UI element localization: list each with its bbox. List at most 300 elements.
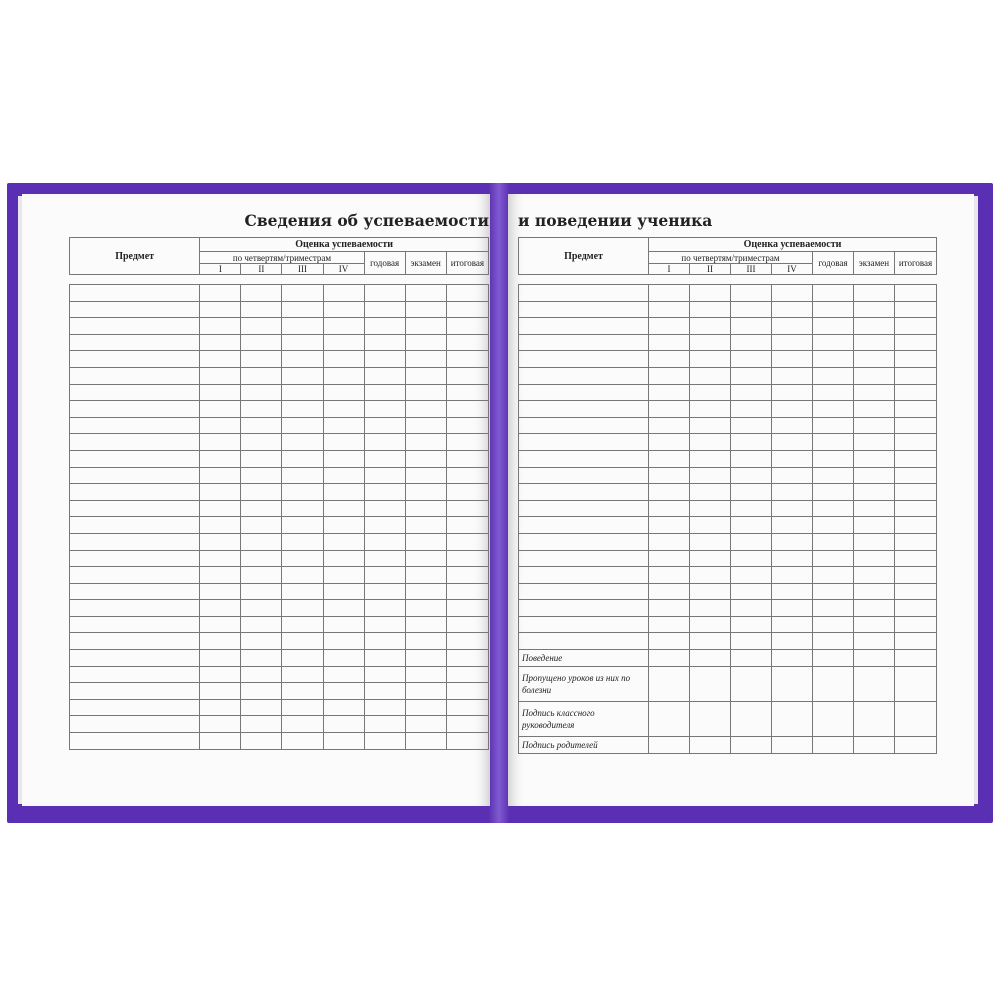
- grade-cell[interactable]: [813, 583, 854, 600]
- grade-cell[interactable]: [241, 600, 282, 617]
- grade-cell[interactable]: [649, 517, 690, 534]
- grade-cell[interactable]: [649, 417, 690, 434]
- grade-cell[interactable]: [364, 517, 405, 534]
- grade-cell[interactable]: [854, 384, 895, 401]
- grade-cell[interactable]: [649, 384, 690, 401]
- grade-cell[interactable]: [241, 417, 282, 434]
- subject-cell[interactable]: [70, 500, 200, 517]
- grade-cell[interactable]: [772, 737, 813, 754]
- grade-cell[interactable]: [690, 600, 731, 617]
- grade-cell[interactable]: [405, 550, 446, 567]
- grade-cell[interactable]: [446, 401, 488, 418]
- grade-cell[interactable]: [282, 616, 323, 633]
- subject-cell[interactable]: [519, 600, 649, 617]
- grade-cell[interactable]: [895, 616, 937, 633]
- grade-cell[interactable]: [690, 334, 731, 351]
- grade-cell[interactable]: [813, 702, 854, 737]
- grade-cell[interactable]: [772, 467, 813, 484]
- subject-cell[interactable]: [70, 301, 200, 318]
- grade-cell[interactable]: [241, 450, 282, 467]
- grade-cell[interactable]: [241, 733, 282, 750]
- grade-cell[interactable]: [282, 484, 323, 501]
- subject-cell[interactable]: [70, 334, 200, 351]
- subject-cell[interactable]: [70, 616, 200, 633]
- grade-cell[interactable]: [895, 450, 937, 467]
- grade-cell[interactable]: [731, 600, 772, 617]
- grade-cell[interactable]: [731, 702, 772, 737]
- grade-cell[interactable]: [241, 666, 282, 683]
- grade-cell[interactable]: [323, 666, 364, 683]
- grade-cell[interactable]: [895, 434, 937, 451]
- grade-cell[interactable]: [772, 500, 813, 517]
- grade-cell[interactable]: [282, 318, 323, 335]
- grade-cell[interactable]: [813, 567, 854, 584]
- grade-cell[interactable]: [854, 737, 895, 754]
- grade-cell[interactable]: [241, 351, 282, 368]
- grade-cell[interactable]: [772, 667, 813, 702]
- grade-cell[interactable]: [405, 567, 446, 584]
- grade-cell[interactable]: [241, 616, 282, 633]
- grade-cell[interactable]: [813, 600, 854, 617]
- subject-cell[interactable]: [70, 318, 200, 335]
- grade-cell[interactable]: [241, 301, 282, 318]
- grade-cell[interactable]: [854, 318, 895, 335]
- grade-cell[interactable]: [772, 702, 813, 737]
- grade-cell[interactable]: [241, 550, 282, 567]
- grade-cell[interactable]: [323, 616, 364, 633]
- grade-cell[interactable]: [813, 533, 854, 550]
- grade-cell[interactable]: [200, 417, 241, 434]
- subject-cell[interactable]: [70, 733, 200, 750]
- subject-cell[interactable]: [70, 434, 200, 451]
- grade-cell[interactable]: [772, 550, 813, 567]
- grade-cell[interactable]: [772, 484, 813, 501]
- grade-cell[interactable]: [282, 417, 323, 434]
- grade-cell[interactable]: [690, 616, 731, 633]
- grade-cell[interactable]: [405, 401, 446, 418]
- grade-cell[interactable]: [282, 716, 323, 733]
- grade-cell[interactable]: [405, 450, 446, 467]
- grade-cell[interactable]: [813, 384, 854, 401]
- grade-cell[interactable]: [364, 351, 405, 368]
- grade-cell[interactable]: [405, 583, 446, 600]
- grade-cell[interactable]: [323, 583, 364, 600]
- grade-cell[interactable]: [323, 550, 364, 567]
- grade-cell[interactable]: [895, 737, 937, 754]
- grade-cell[interactable]: [854, 567, 895, 584]
- grade-cell[interactable]: [772, 384, 813, 401]
- grade-cell[interactable]: [282, 401, 323, 418]
- subject-cell[interactable]: [519, 633, 649, 650]
- grade-cell[interactable]: [895, 318, 937, 335]
- grade-cell[interactable]: [813, 285, 854, 302]
- grade-cell[interactable]: [731, 318, 772, 335]
- grade-cell[interactable]: [731, 467, 772, 484]
- grade-cell[interactable]: [895, 401, 937, 418]
- grade-cell[interactable]: [200, 500, 241, 517]
- grade-cell[interactable]: [854, 650, 895, 667]
- grade-cell[interactable]: [813, 500, 854, 517]
- grade-cell[interactable]: [241, 699, 282, 716]
- grade-cell[interactable]: [405, 285, 446, 302]
- grade-cell[interactable]: [282, 334, 323, 351]
- grade-cell[interactable]: [323, 517, 364, 534]
- grade-cell[interactable]: [813, 517, 854, 534]
- grade-cell[interactable]: [649, 600, 690, 617]
- grade-cell[interactable]: [895, 533, 937, 550]
- grade-cell[interactable]: [323, 417, 364, 434]
- grade-cell[interactable]: [364, 600, 405, 617]
- grade-cell[interactable]: [446, 600, 488, 617]
- grade-cell[interactable]: [200, 367, 241, 384]
- grade-cell[interactable]: [323, 334, 364, 351]
- grade-cell[interactable]: [690, 500, 731, 517]
- grade-cell[interactable]: [649, 550, 690, 567]
- grade-cell[interactable]: [854, 616, 895, 633]
- grade-cell[interactable]: [364, 533, 405, 550]
- grade-cell[interactable]: [690, 467, 731, 484]
- subject-cell[interactable]: [519, 484, 649, 501]
- grade-cell[interactable]: [813, 737, 854, 754]
- grade-cell[interactable]: [364, 716, 405, 733]
- grade-cell[interactable]: [282, 699, 323, 716]
- grade-cell[interactable]: [241, 484, 282, 501]
- grade-cell[interactable]: [813, 334, 854, 351]
- grade-cell[interactable]: [364, 567, 405, 584]
- grade-cell[interactable]: [282, 567, 323, 584]
- grade-cell[interactable]: [364, 384, 405, 401]
- grade-cell[interactable]: [895, 650, 937, 667]
- grade-cell[interactable]: [854, 517, 895, 534]
- grade-cell[interactable]: [854, 550, 895, 567]
- grade-cell[interactable]: [282, 733, 323, 750]
- grade-cell[interactable]: [813, 550, 854, 567]
- subject-cell[interactable]: [70, 583, 200, 600]
- grade-cell[interactable]: [772, 633, 813, 650]
- grade-cell[interactable]: [772, 285, 813, 302]
- grade-cell[interactable]: [446, 716, 488, 733]
- grade-cell[interactable]: [282, 351, 323, 368]
- grade-cell[interactable]: [405, 484, 446, 501]
- grade-cell[interactable]: [446, 484, 488, 501]
- grade-cell[interactable]: [323, 500, 364, 517]
- subject-cell[interactable]: [519, 583, 649, 600]
- grade-cell[interactable]: [895, 600, 937, 617]
- subject-cell[interactable]: [70, 533, 200, 550]
- grade-cell[interactable]: [200, 334, 241, 351]
- grade-cell[interactable]: [772, 567, 813, 584]
- subject-cell[interactable]: [70, 550, 200, 567]
- grade-cell[interactable]: [446, 500, 488, 517]
- grade-cell[interactable]: [405, 666, 446, 683]
- grade-cell[interactable]: [282, 384, 323, 401]
- grade-cell[interactable]: [200, 517, 241, 534]
- grade-cell[interactable]: [854, 667, 895, 702]
- grade-cell[interactable]: [364, 583, 405, 600]
- grade-cell[interactable]: [323, 650, 364, 667]
- grade-cell[interactable]: [200, 434, 241, 451]
- grade-cell[interactable]: [813, 434, 854, 451]
- grade-cell[interactable]: [323, 600, 364, 617]
- grade-cell[interactable]: [446, 650, 488, 667]
- grade-cell[interactable]: [200, 733, 241, 750]
- grade-cell[interactable]: [854, 484, 895, 501]
- grade-cell[interactable]: [282, 550, 323, 567]
- grade-cell[interactable]: [895, 367, 937, 384]
- grade-cell[interactable]: [200, 467, 241, 484]
- grade-cell[interactable]: [731, 500, 772, 517]
- grade-cell[interactable]: [364, 633, 405, 650]
- grade-cell[interactable]: [282, 467, 323, 484]
- subject-cell[interactable]: [519, 434, 649, 451]
- subject-cell[interactable]: [70, 633, 200, 650]
- grade-cell[interactable]: [854, 301, 895, 318]
- grade-cell[interactable]: [405, 733, 446, 750]
- grade-cell[interactable]: [895, 633, 937, 650]
- subject-cell[interactable]: [519, 334, 649, 351]
- subject-cell[interactable]: [70, 683, 200, 700]
- grade-cell[interactable]: [690, 367, 731, 384]
- grade-cell[interactable]: [690, 567, 731, 584]
- grade-cell[interactable]: [446, 633, 488, 650]
- grade-cell[interactable]: [323, 318, 364, 335]
- grade-cell[interactable]: [772, 301, 813, 318]
- grade-cell[interactable]: [405, 650, 446, 667]
- grade-cell[interactable]: [364, 318, 405, 335]
- grade-cell[interactable]: [241, 567, 282, 584]
- grade-cell[interactable]: [690, 450, 731, 467]
- grade-cell[interactable]: [649, 285, 690, 302]
- grade-cell[interactable]: [323, 484, 364, 501]
- subject-cell[interactable]: [70, 384, 200, 401]
- grade-cell[interactable]: [364, 367, 405, 384]
- grade-cell[interactable]: [323, 434, 364, 451]
- grade-cell[interactable]: [690, 517, 731, 534]
- grade-cell[interactable]: [323, 733, 364, 750]
- subject-cell[interactable]: [519, 550, 649, 567]
- grade-cell[interactable]: [731, 285, 772, 302]
- subject-cell[interactable]: [70, 401, 200, 418]
- grade-cell[interactable]: [364, 733, 405, 750]
- grade-cell[interactable]: [649, 367, 690, 384]
- grade-cell[interactable]: [690, 484, 731, 501]
- grade-cell[interactable]: [405, 318, 446, 335]
- grade-cell[interactable]: [854, 533, 895, 550]
- grade-cell[interactable]: [405, 351, 446, 368]
- grade-cell[interactable]: [813, 401, 854, 418]
- grade-cell[interactable]: [813, 318, 854, 335]
- grade-cell[interactable]: [731, 401, 772, 418]
- grade-cell[interactable]: [364, 616, 405, 633]
- subject-cell[interactable]: [70, 666, 200, 683]
- grade-cell[interactable]: [241, 401, 282, 418]
- grade-cell[interactable]: [446, 417, 488, 434]
- grade-cell[interactable]: [854, 434, 895, 451]
- grade-cell[interactable]: [405, 384, 446, 401]
- grade-cell[interactable]: [446, 450, 488, 467]
- grade-cell[interactable]: [731, 737, 772, 754]
- grade-cell[interactable]: [241, 650, 282, 667]
- grade-cell[interactable]: [405, 417, 446, 434]
- grade-cell[interactable]: [241, 318, 282, 335]
- grade-cell[interactable]: [241, 334, 282, 351]
- grade-cell[interactable]: [446, 567, 488, 584]
- subject-cell[interactable]: [70, 517, 200, 534]
- grade-cell[interactable]: [446, 318, 488, 335]
- grade-cell[interactable]: [405, 517, 446, 534]
- grade-cell[interactable]: [895, 500, 937, 517]
- grade-cell[interactable]: [241, 384, 282, 401]
- grade-cell[interactable]: [405, 434, 446, 451]
- grade-cell[interactable]: [405, 467, 446, 484]
- grade-cell[interactable]: [364, 434, 405, 451]
- subject-cell[interactable]: [70, 351, 200, 368]
- grade-cell[interactable]: [364, 484, 405, 501]
- grade-cell[interactable]: [895, 550, 937, 567]
- grade-cell[interactable]: [690, 417, 731, 434]
- grade-cell[interactable]: [731, 417, 772, 434]
- grade-cell[interactable]: [282, 517, 323, 534]
- grade-cell[interactable]: [690, 301, 731, 318]
- grade-cell[interactable]: [323, 567, 364, 584]
- grade-cell[interactable]: [446, 616, 488, 633]
- grade-cell[interactable]: [690, 533, 731, 550]
- grade-cell[interactable]: [364, 334, 405, 351]
- grade-cell[interactable]: [282, 633, 323, 650]
- grade-cell[interactable]: [364, 683, 405, 700]
- grade-cell[interactable]: [282, 650, 323, 667]
- grade-cell[interactable]: [323, 367, 364, 384]
- grade-cell[interactable]: [649, 616, 690, 633]
- grade-cell[interactable]: [731, 334, 772, 351]
- grade-cell[interactable]: [200, 567, 241, 584]
- grade-cell[interactable]: [323, 384, 364, 401]
- grade-cell[interactable]: [772, 351, 813, 368]
- subject-cell[interactable]: [519, 285, 649, 302]
- grade-cell[interactable]: [446, 301, 488, 318]
- grade-cell[interactable]: [282, 434, 323, 451]
- grade-cell[interactable]: [854, 334, 895, 351]
- grade-cell[interactable]: [690, 667, 731, 702]
- grade-cell[interactable]: [731, 301, 772, 318]
- grade-cell[interactable]: [241, 500, 282, 517]
- grade-cell[interactable]: [854, 417, 895, 434]
- grade-cell[interactable]: [690, 633, 731, 650]
- grade-cell[interactable]: [772, 517, 813, 534]
- grade-cell[interactable]: [649, 301, 690, 318]
- grade-cell[interactable]: [649, 500, 690, 517]
- subject-cell[interactable]: [519, 567, 649, 584]
- grade-cell[interactable]: [364, 401, 405, 418]
- grade-cell[interactable]: [323, 716, 364, 733]
- grade-cell[interactable]: [690, 318, 731, 335]
- grade-cell[interactable]: [323, 351, 364, 368]
- grade-cell[interactable]: [649, 334, 690, 351]
- grade-cell[interactable]: [323, 285, 364, 302]
- grade-cell[interactable]: [200, 285, 241, 302]
- grade-cell[interactable]: [731, 450, 772, 467]
- subject-cell[interactable]: [519, 533, 649, 550]
- grade-cell[interactable]: [282, 500, 323, 517]
- grade-cell[interactable]: [323, 533, 364, 550]
- grade-cell[interactable]: [731, 583, 772, 600]
- grade-cell[interactable]: [772, 600, 813, 617]
- grade-cell[interactable]: [895, 384, 937, 401]
- grade-cell[interactable]: [649, 401, 690, 418]
- grade-cell[interactable]: [854, 367, 895, 384]
- grade-cell[interactable]: [405, 301, 446, 318]
- grade-cell[interactable]: [446, 334, 488, 351]
- grade-cell[interactable]: [690, 737, 731, 754]
- subject-cell[interactable]: [519, 367, 649, 384]
- grade-cell[interactable]: [649, 484, 690, 501]
- grade-cell[interactable]: [282, 450, 323, 467]
- grade-cell[interactable]: [282, 583, 323, 600]
- grade-cell[interactable]: [200, 600, 241, 617]
- grade-cell[interactable]: [895, 467, 937, 484]
- grade-cell[interactable]: [241, 434, 282, 451]
- grade-cell[interactable]: [241, 633, 282, 650]
- grade-cell[interactable]: [323, 699, 364, 716]
- grade-cell[interactable]: [649, 650, 690, 667]
- grade-cell[interactable]: [895, 351, 937, 368]
- grade-cell[interactable]: [895, 301, 937, 318]
- grade-cell[interactable]: [854, 583, 895, 600]
- subject-cell[interactable]: [519, 351, 649, 368]
- grade-cell[interactable]: [813, 650, 854, 667]
- grade-cell[interactable]: [731, 533, 772, 550]
- grade-cell[interactable]: [282, 600, 323, 617]
- grade-cell[interactable]: [405, 600, 446, 617]
- grade-cell[interactable]: [895, 667, 937, 702]
- grade-cell[interactable]: [772, 583, 813, 600]
- grade-cell[interactable]: [446, 467, 488, 484]
- grade-cell[interactable]: [649, 702, 690, 737]
- grade-cell[interactable]: [690, 434, 731, 451]
- grade-cell[interactable]: [895, 417, 937, 434]
- grade-cell[interactable]: [200, 450, 241, 467]
- grade-cell[interactable]: [731, 550, 772, 567]
- grade-cell[interactable]: [446, 351, 488, 368]
- grade-cell[interactable]: [200, 716, 241, 733]
- grade-cell[interactable]: [282, 666, 323, 683]
- grade-cell[interactable]: [772, 650, 813, 667]
- grade-cell[interactable]: [895, 583, 937, 600]
- grade-cell[interactable]: [364, 699, 405, 716]
- grade-cell[interactable]: [854, 285, 895, 302]
- grade-cell[interactable]: [649, 450, 690, 467]
- grade-cell[interactable]: [405, 367, 446, 384]
- subject-cell[interactable]: [70, 567, 200, 584]
- subject-cell[interactable]: [519, 616, 649, 633]
- grade-cell[interactable]: [446, 666, 488, 683]
- grade-cell[interactable]: [649, 351, 690, 368]
- grade-cell[interactable]: [446, 550, 488, 567]
- grade-cell[interactable]: [323, 633, 364, 650]
- grade-cell[interactable]: [282, 367, 323, 384]
- subject-cell[interactable]: [70, 417, 200, 434]
- grade-cell[interactable]: [813, 667, 854, 702]
- grade-cell[interactable]: [446, 733, 488, 750]
- grade-cell[interactable]: [649, 467, 690, 484]
- grade-cell[interactable]: [241, 683, 282, 700]
- grade-cell[interactable]: [323, 301, 364, 318]
- grade-cell[interactable]: [854, 600, 895, 617]
- grade-cell[interactable]: [731, 633, 772, 650]
- grade-cell[interactable]: [731, 517, 772, 534]
- grade-cell[interactable]: [731, 434, 772, 451]
- grade-cell[interactable]: [854, 500, 895, 517]
